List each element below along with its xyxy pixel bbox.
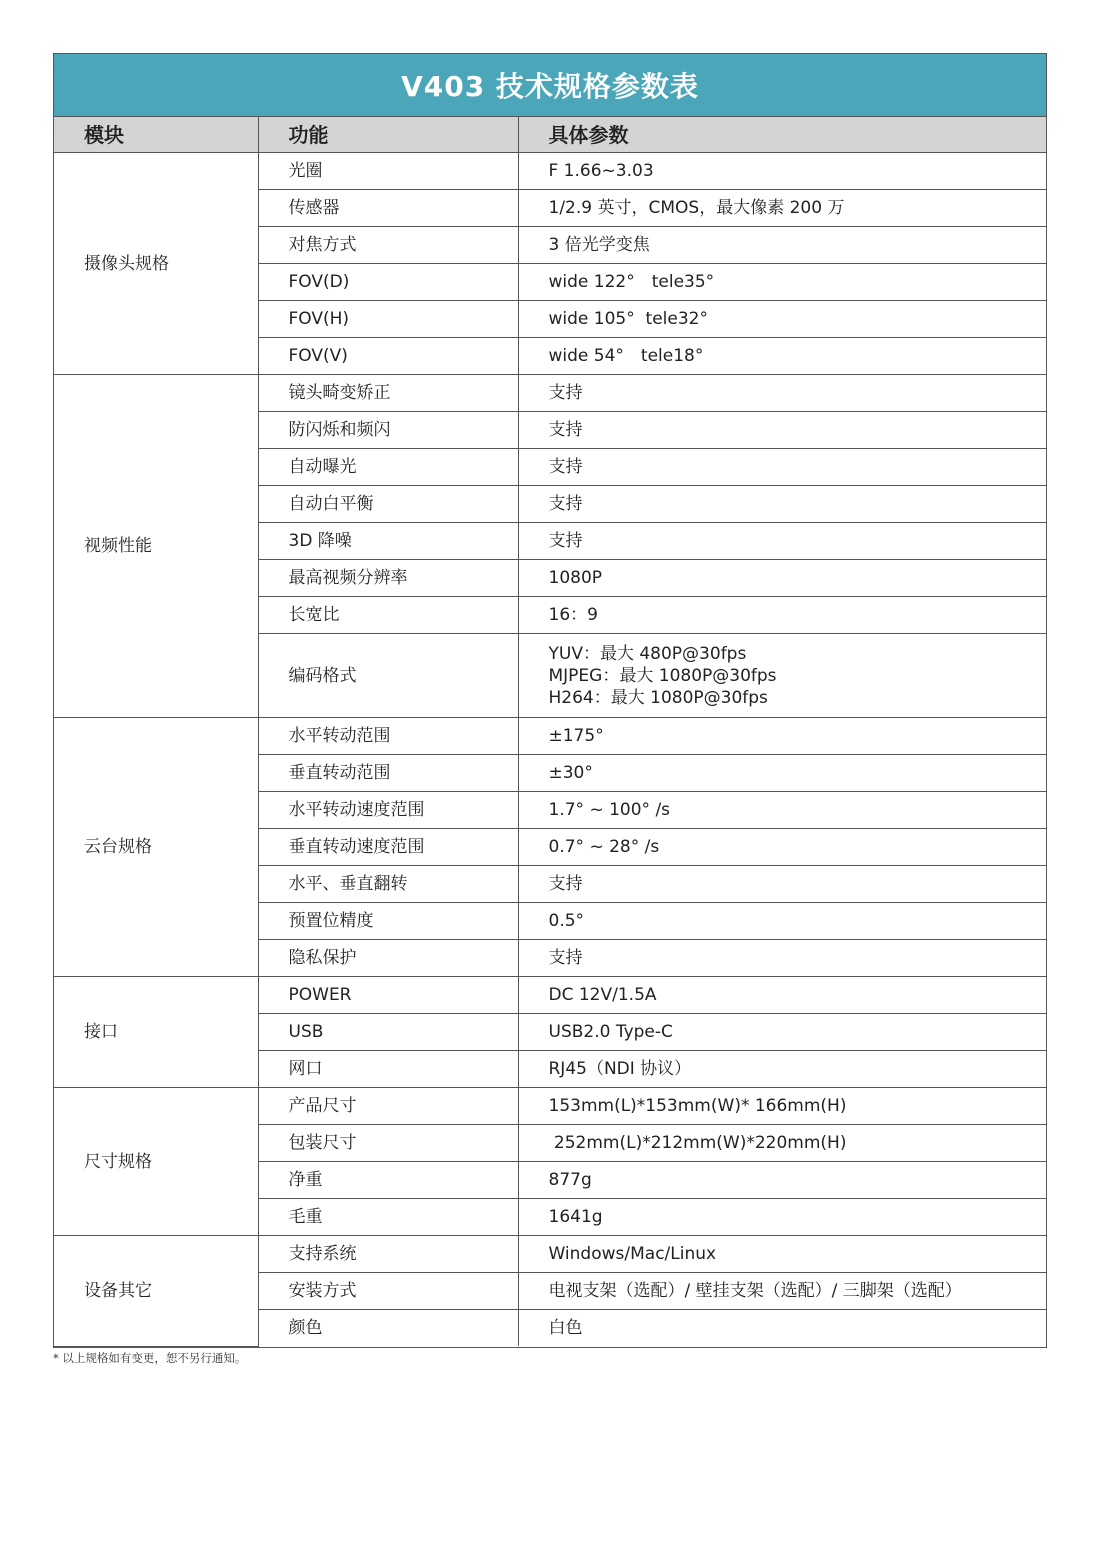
value-label: DC 12V/1.5A (548, 985, 657, 1005)
value-label: 252mm(L)*212mm(W)*220mm(H) (548, 1133, 847, 1153)
module-cell (54, 375, 258, 718)
function-label: 最高视频分辨率 (288, 568, 408, 588)
function-label: 预置位精度 (288, 911, 374, 931)
function-cell (258, 1014, 518, 1051)
page-title: V403 技术规格参数表 (54, 54, 1046, 117)
function-cell (258, 597, 518, 634)
value-lines (519, 643, 1047, 709)
value-cell (518, 375, 1046, 412)
value-cell (518, 1310, 1046, 1347)
value-label: 0.7° ~ 28° /s (548, 837, 660, 857)
footnote: * 以上规格如有变更，恕不另行通知。 (53, 1351, 247, 1365)
function-cell (258, 829, 518, 866)
function-label: FOV(D) (288, 272, 350, 292)
value-label: 支持 (548, 948, 583, 968)
value-label: ±175° (548, 726, 604, 746)
value-cell (518, 301, 1046, 338)
spec-table-body (54, 153, 1046, 1347)
value-line: H264：最大 1080P@30fps (548, 687, 768, 708)
function-label: 包装尺寸 (288, 1133, 357, 1153)
function-label: 长宽比 (288, 605, 340, 625)
function-cell (258, 264, 518, 301)
value-cell (518, 597, 1046, 634)
function-cell (258, 977, 518, 1014)
value-cell (518, 560, 1046, 597)
table-row (54, 977, 1046, 1014)
value-cell (518, 1199, 1046, 1236)
value-cell (518, 866, 1046, 903)
function-label: FOV(V) (288, 346, 348, 366)
function-label: 产品尺寸 (288, 1096, 357, 1116)
function-cell (258, 412, 518, 449)
value-cell (518, 977, 1046, 1014)
value-cell (518, 1273, 1046, 1310)
function-cell (258, 940, 518, 977)
value-cell (518, 1236, 1046, 1273)
value-label: F 1.66~3.03 (548, 161, 654, 181)
table-row (54, 1088, 1046, 1125)
function-label: 支持系统 (288, 1244, 357, 1264)
value-cell (518, 718, 1046, 755)
function-cell (258, 1199, 518, 1236)
function-label: 颜色 (288, 1318, 323, 1338)
function-label: 3D 降噪 (288, 531, 352, 551)
function-cell (258, 755, 518, 792)
function-label: 净重 (288, 1170, 323, 1190)
function-cell (258, 1051, 518, 1088)
function-label: 水平转动范围 (288, 726, 391, 746)
function-cell (258, 560, 518, 597)
value-cell (518, 523, 1046, 560)
table-row (54, 1236, 1046, 1273)
value-label: 153mm(L)*153mm(W)* 166mm(H) (548, 1096, 847, 1116)
module-label: 接口 (84, 1022, 118, 1042)
value-label: 1080P (548, 568, 603, 588)
function-cell (258, 338, 518, 375)
value-cell (518, 190, 1046, 227)
value-label: 0.5° (548, 911, 585, 931)
value-label: 支持 (548, 531, 583, 551)
value-label: RJ45（NDI 协议） (548, 1059, 692, 1079)
value-cell (518, 634, 1046, 718)
function-label: USB (288, 1022, 324, 1042)
value-label: 支持 (548, 383, 583, 403)
value-cell (518, 1051, 1046, 1088)
function-label: 水平转动速度范围 (288, 800, 425, 820)
function-cell (258, 486, 518, 523)
value-cell (518, 1088, 1046, 1125)
value-cell (518, 264, 1046, 301)
function-cell (258, 866, 518, 903)
function-label: 光圈 (288, 161, 323, 181)
value-cell (518, 338, 1046, 375)
value-cell (518, 755, 1046, 792)
function-cell (258, 190, 518, 227)
function-cell (258, 792, 518, 829)
value-cell (518, 903, 1046, 940)
module-label: 设备其它 (84, 1280, 152, 1301)
value-label: wide 122° tele35° (548, 272, 715, 292)
module-label: 尺寸规格 (84, 1151, 152, 1172)
value-cell (518, 1014, 1046, 1051)
function-label: FOV(H) (288, 309, 350, 329)
header-module: 模块 (54, 117, 258, 153)
value-label: 支持 (548, 874, 583, 894)
value-cell (518, 486, 1046, 523)
value-cell (518, 412, 1046, 449)
function-cell (258, 1236, 518, 1273)
table-row (54, 375, 1046, 412)
function-cell (258, 375, 518, 412)
function-label: 编码格式 (288, 665, 357, 686)
value-cell (518, 829, 1046, 866)
header-params: 具体参数 (518, 117, 1046, 153)
value-label: 3 倍光学变焦 (548, 235, 650, 255)
value-line: YUV：最大 480P@30fps (548, 643, 747, 664)
value-label: USB2.0 Type-C (548, 1022, 673, 1042)
value-label: 白色 (548, 1318, 583, 1338)
function-label: 隐私保护 (288, 948, 357, 968)
function-label: 水平、垂直翻转 (288, 874, 408, 894)
function-label: 网口 (288, 1059, 323, 1079)
value-cell (518, 940, 1046, 977)
value-label: 1/2.9 英寸，CMOS，最大像素 200 万 (548, 198, 845, 218)
function-label: 传感器 (288, 198, 340, 218)
function-label: 自动白平衡 (288, 494, 374, 514)
value-cell (518, 227, 1046, 264)
function-label: 对焦方式 (288, 235, 357, 255)
function-label: 自动曝光 (288, 457, 357, 477)
value-label: 16：9 (548, 605, 598, 625)
value-label: 1641g (548, 1207, 603, 1227)
module-cell (54, 1236, 258, 1347)
spec-sheet (53, 53, 1047, 1348)
value-line: MJPEG：最大 1080P@30fps (548, 665, 777, 686)
table-header-row (54, 117, 1046, 153)
module-cell (54, 1088, 258, 1236)
value-label: ±30° (548, 763, 593, 783)
table-row (54, 718, 1046, 755)
function-cell (258, 903, 518, 940)
value-label: 支持 (548, 457, 583, 477)
function-label: POWER (288, 985, 352, 1005)
function-label: 垂直转动速度范围 (288, 837, 425, 857)
module-label: 摄像头规格 (84, 253, 169, 274)
function-label: 垂直转动范围 (288, 763, 391, 783)
module-cell (54, 977, 258, 1088)
value-cell (518, 1162, 1046, 1199)
function-label: 毛重 (288, 1207, 323, 1227)
value-label: 支持 (548, 494, 583, 514)
function-cell (258, 1273, 518, 1310)
module-cell (54, 718, 258, 977)
function-cell (258, 1125, 518, 1162)
function-cell (258, 227, 518, 264)
function-cell (258, 634, 518, 718)
value-label: 1.7° ~ 100° /s (548, 800, 671, 820)
function-cell (258, 449, 518, 486)
function-cell (258, 1162, 518, 1199)
value-label: wide 54° tele18° (548, 346, 704, 366)
spec-table (54, 117, 1046, 1347)
value-cell (518, 1125, 1046, 1162)
function-label: 安装方式 (288, 1281, 357, 1301)
function-cell (258, 1088, 518, 1125)
value-label: wide 105° tele32° (548, 309, 708, 329)
table-row (54, 153, 1046, 190)
value-label: Windows/Mac/Linux (548, 1244, 717, 1264)
function-cell (258, 301, 518, 338)
value-label: 电视支架（选配）/ 壁挂支架（选配）/ 三脚架（选配） (548, 1281, 962, 1301)
module-label: 云台规格 (84, 837, 152, 857)
function-cell (258, 153, 518, 190)
value-label: 877g (548, 1170, 592, 1190)
value-cell (518, 449, 1046, 486)
value-label: 支持 (548, 420, 583, 440)
function-label: 镜头畸变矫正 (288, 383, 391, 403)
value-cell (518, 153, 1046, 190)
function-cell (258, 1310, 518, 1347)
function-cell (258, 523, 518, 560)
module-cell (54, 153, 258, 375)
header-function: 功能 (258, 117, 518, 153)
function-cell (258, 718, 518, 755)
function-label: 防闪烁和频闪 (288, 420, 391, 440)
value-cell (518, 792, 1046, 829)
module-label: 视频性能 (84, 536, 152, 556)
